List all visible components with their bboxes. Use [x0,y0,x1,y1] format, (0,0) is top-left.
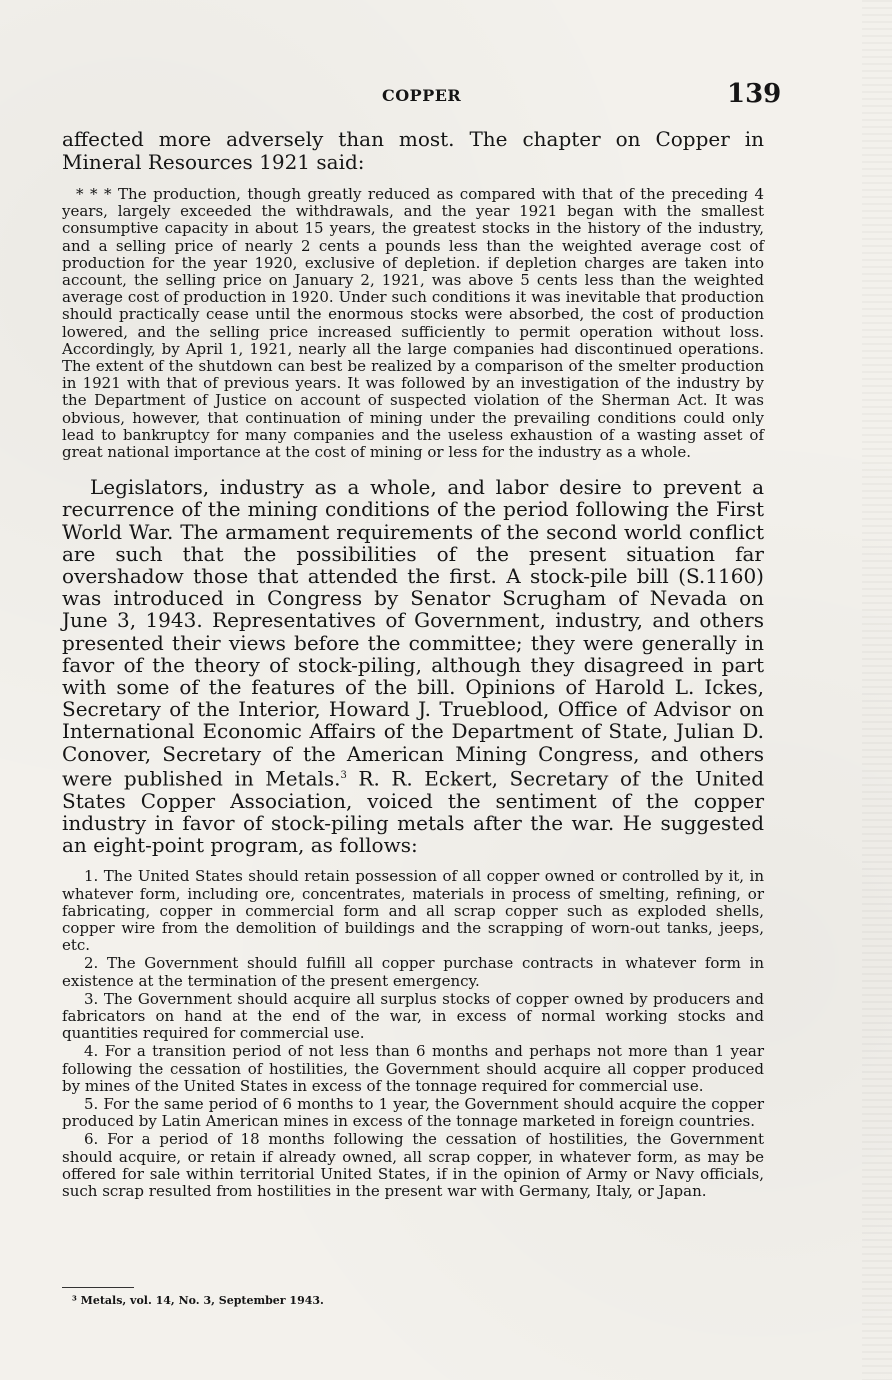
page-edge-shadow [862,0,892,1380]
footnote-divider [62,1287,134,1288]
eight-point-program [62,868,764,1200]
block-quote [62,186,764,461]
lead-text: affected more adversely than most. The chapter on Copper in Mineral Resources 1921 said: [62,127,764,174]
footnote: ³ Metals, vol. 14, No. 3, September 1943. [72,1294,324,1307]
page-body [62,128,764,1201]
program-item: 2. The Government should fulfill all copper purchase contracts in whatever form in existence at the termination of the present emergency. [62,954,764,990]
running-title: COPPER [382,86,462,105]
program-item: 3. The Government should acquire all surplus stocks of copper owned by producers and fabricators on hand at the end of the war, in excess of normal working stocks and quantities required for commercial use. [62,989,764,1043]
program-item: 6. For a period of 18 months following the cessation of hostilities, the Government should acquire, or retain if already owned, all scrap copper, in whatever form, as may be offered for sale within territorial United States, if in the opinion of Army or Navy officials, such scrap resulted from hostilities in the present war with Germany, Italy, or Japan. [62,1130,764,1201]
paragraph-text: Legislators, industry as a whole, and labor desire to prevent a recurrence of the mining conditions of the period following the First World War. The armament requirements of the second world conflict are such that the possibilities of the present situation far overshadow those that attended the first. A stock-pile bill (S.1160) was introduced in Congress by Senator Scrugham of Nevada on June 3, 1943. Representatives of Government, industry, and others presented their views before the committee; they were generally in favor of the theory of stock-piling, although they disagreed in part with some of the features of the bill. Opinions of Harold L. Ickes, Secretary of the Interior, Howard J. Trueblood, Office of Advisor on International Economic Affairs of the Department of State, Julian D. Conover, Secretary of the American Mining Congress, and others were published in Metals. [62,475,764,791]
paragraph-text-after: R. R. Eckert, Secretary of the United States Copper Association, voiced the sentiment of the copper industry in favor of stock-piling metals after the war. He suggested an eight-point program, as follows: [62,766,764,858]
body-paragraph [62,476,764,856]
quote-text: * * * The production, though greatly reduced as compared with that of the preceding 4 years, largely exceeded the withdrawals, and the year 1921 began with the smallest consumptive capacity in about 15 years, the greatest stocks in the history of the industry, and a selling price of nearly 2 cents a pounds less than the weighted average cost of production for the year 1920, exclusive of depletion. if depletion charges are taken into account, the selling price on January 2, 1921, was above 5 cents less than the weighted average cost of production in 1920. Under such conditions it was inevitable that production should practically cease until the enormous stocks were absorbed, the cost of production lowered, and the selling price increased sufficiently to permit operation without loss. Accordingly, by April 1, 1921, nearly all the large companies had discontinued operations. The extent of the shutdown can best be realized by a comparison of the smelter production in 1921 with that of previous years. It was followed by an investigation of the industry by the Department of Justice on account of suspected violation of the Sherman Act. It was obvious, however, that continuation of mining under the prevailing conditions could only lead to bankruptcy for many companies and the useless exhaustion of a wasting asset of great national importance at the cost of mining or less for the industry as a whole. [62,185,764,462]
page-number: 139 [727,79,782,109]
program-item: 5. For the same period of 6 months to 1 year, the Government should acquire the copper produced by Latin American mines in excess of the tonnage marketed in foreign countries. [62,1095,764,1131]
program-item: 1. The United States should retain possession of all copper owned or controlled by it, in whatever form, including ore, concentrates, materials in process of smelting, refining, or fabricating, copper in commercial form and all scrap copper such as exploded shells, copper wire from the demolition of buildings and the scrapping of worn-out tanks, jeeps, etc. [62,867,764,955]
program-item: 4. For a transition period of not less than 6 months and perhaps not more than 1 year following the cessation of hostilities, the Government should acquire all copper produced by mines of the United States in excess of the tonnage required for commercial use. [62,1042,764,1095]
footnote-marker: 3 [340,769,347,781]
